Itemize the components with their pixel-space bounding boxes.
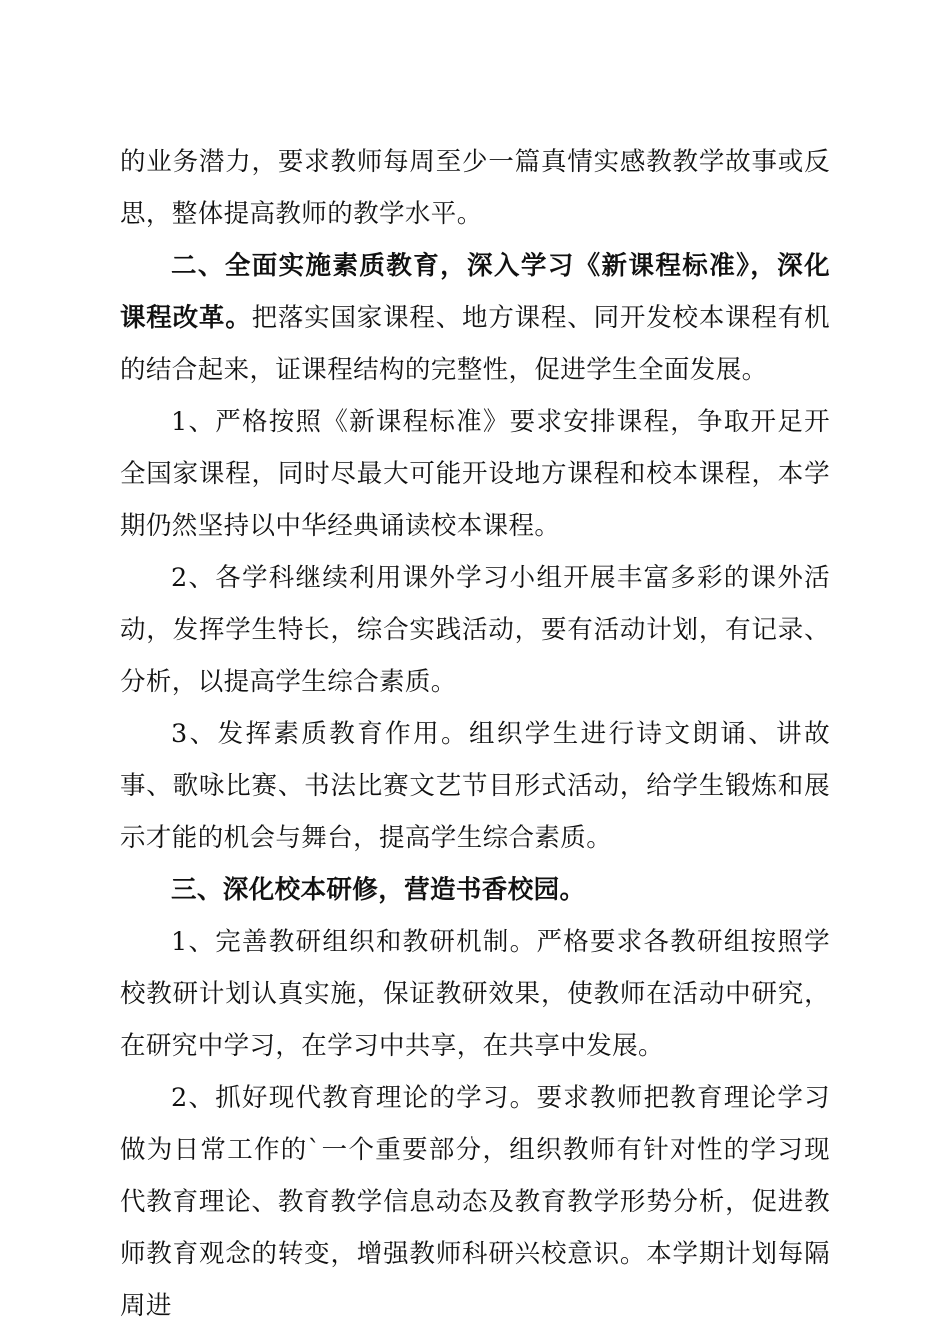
paragraph-text: 3、发挥素质教育作用。组织学生进行诗文朗诵、讲故事、歌咏比赛、书法比赛文艺节目形式活动，给学生锻炼和展示才能的机会与舞台，提高学生综合素质。 <box>120 719 830 853</box>
list-paragraph-1 <box>120 396 830 552</box>
list-paragraph-5 <box>120 1072 830 1332</box>
paragraph-text: 2、各学科继续利用课外学习小组开展丰富多彩的课外活动，发挥学生特长，综合实践活动，要有活动计划，有记录、分析，以提高学生综合素质。 <box>120 563 830 697</box>
section-heading: 三、深化校本研修，营造书香校园。 <box>171 875 586 905</box>
section-three-paragraph <box>120 864 830 916</box>
list-paragraph-4 <box>120 916 830 1072</box>
list-paragraph-2 <box>120 552 830 708</box>
list-paragraph-3 <box>120 708 830 864</box>
section-heading: 二、全面实施素质教育，深入学习《新课程标准》，深化课程改革。 <box>120 251 830 333</box>
paragraph-text: 的业务潜力，要求教师每周至少一篇真情实感教教学故事或反思，整体提高教师的教学水平。 <box>120 147 830 229</box>
paragraph-text: 1、完善教研组织和教研机制。严格要求各教研组按照学校教研计划认真实施，保证教研效果，使教师在活动中研究，在研究中学习，在学习中共享，在共享中发展。 <box>120 927 830 1061</box>
paragraph-continuation <box>120 136 830 240</box>
section-two-paragraph <box>120 240 830 396</box>
paragraph-text: 把落实国家课程、地方课程、同开发校本课程有机的结合起来，证课程结构的完整性，促进学生全面发展。 <box>120 303 830 385</box>
document-body <box>120 136 830 1332</box>
paragraph-text: 1、严格按照《新课程标准》要求安排课程，争取开足开全国家课程，同时尽最大可能开设地方课程和校本课程，本学期仍然坚持以中华经典诵读校本课程。 <box>120 407 830 541</box>
paragraph-text: 2、抓好现代教育理论的学习。要求教师把教育理论学习做为日常工作的`一个重要部分，组织教师有针对性的学习现代教育理论、教育教学信息动态及教育教学形势分析，促进教师教育观念的转变，增强教师科研兴校意识。本学期计划每隔周进 <box>120 1083 830 1321</box>
